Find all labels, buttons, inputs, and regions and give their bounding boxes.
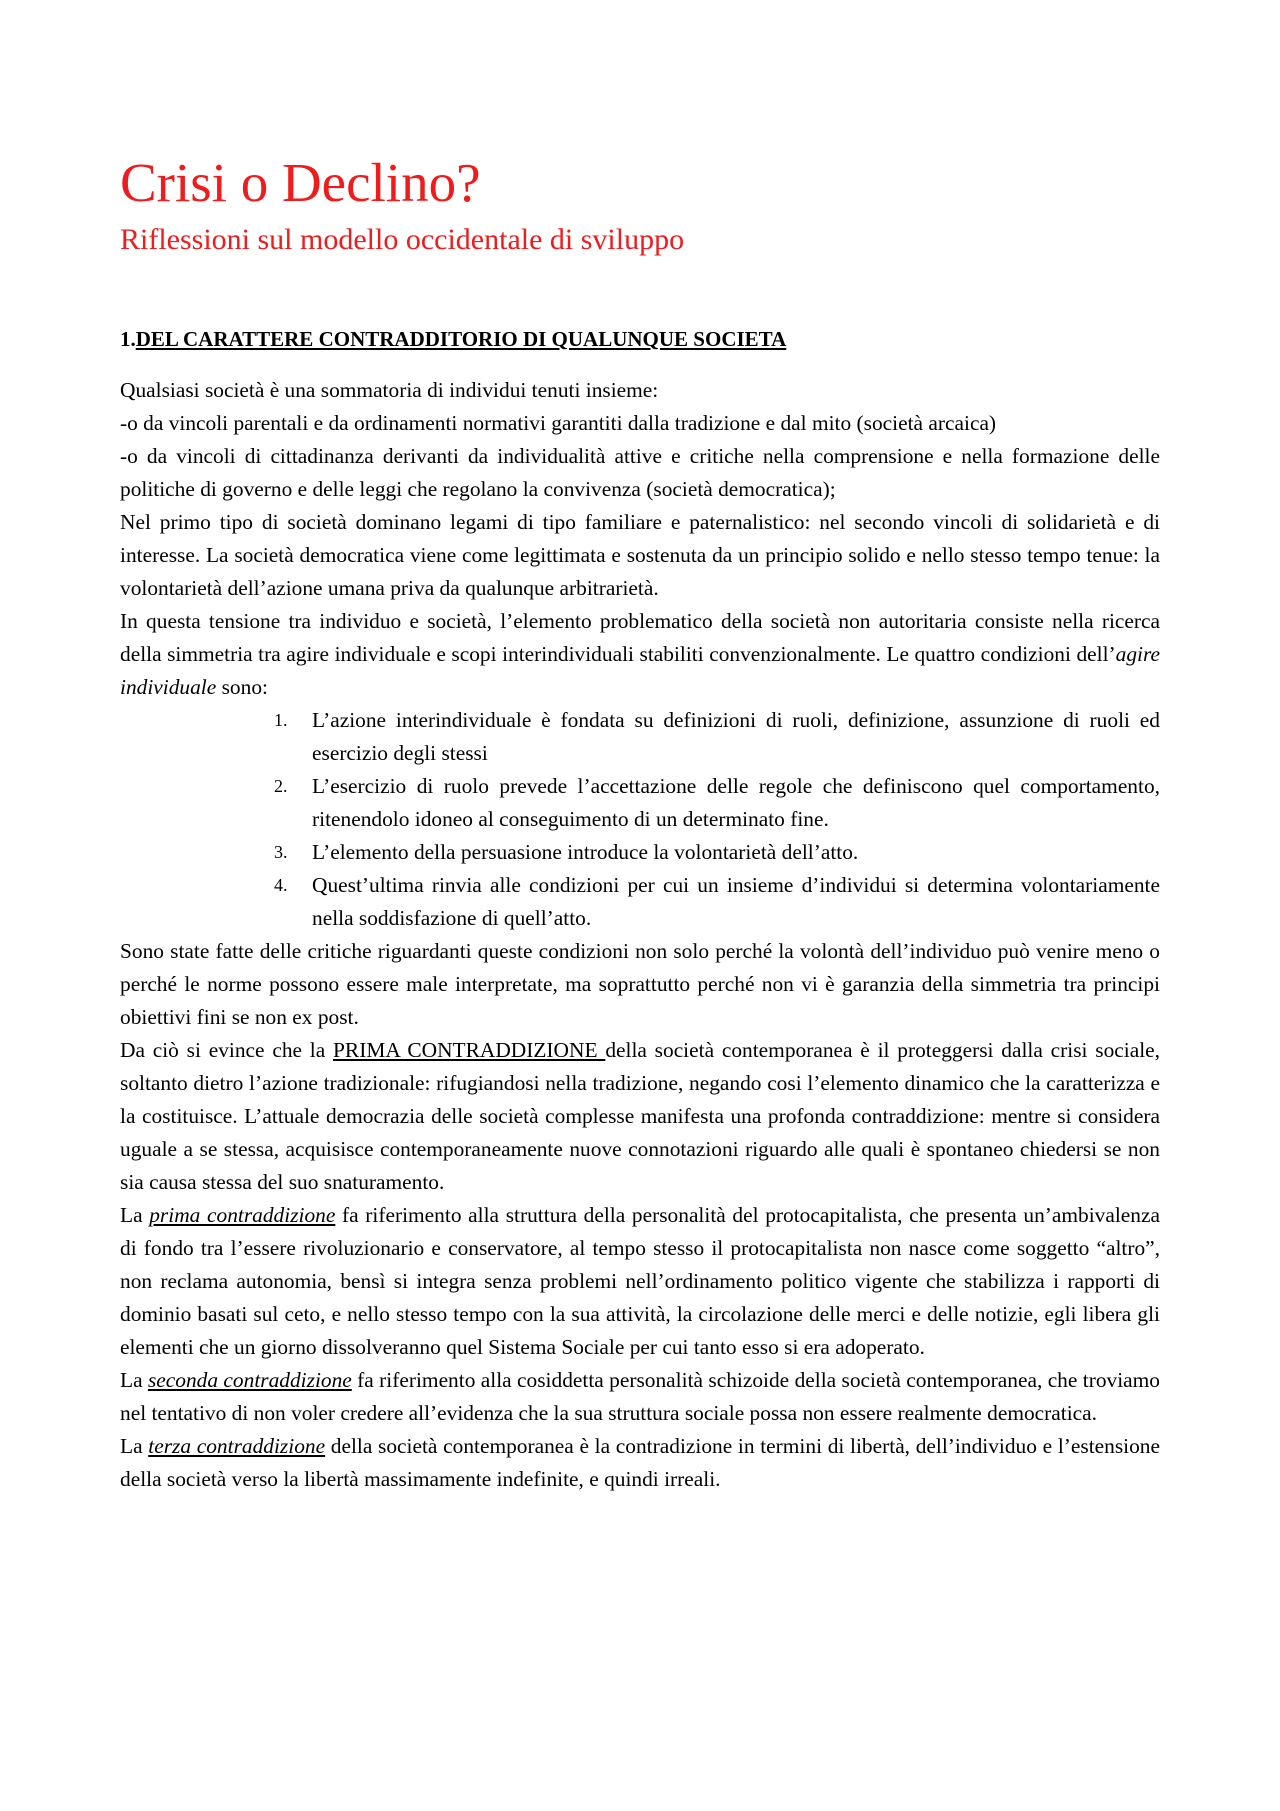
section-heading bbox=[120, 324, 1160, 354]
text-run: La bbox=[120, 1368, 148, 1392]
page-title: Crisi o Declino? bbox=[120, 152, 481, 213]
paragraph: -o da vincoli di cittadinanza derivanti da individualità attive e critiche nella comprensione e nella formazione delle politiche di governo e delle leggi che regolano la convivenza (società democratica); bbox=[120, 444, 1160, 501]
underlined-term: PRIMA CONTRADDIZIONE bbox=[333, 1038, 606, 1062]
list-number: 3. bbox=[274, 842, 288, 862]
list-item bbox=[274, 836, 1160, 869]
underlined-term: prima contraddizione bbox=[149, 1203, 336, 1227]
list-text: Quest’ultima rinvia alle condizioni per cui un insieme d’individui si determina volontariamente nella soddisfazione di quell’atto. bbox=[312, 873, 1160, 930]
text-run: della società contemporanea è il proteggersi dalla crisi sociale, soltanto dietro l’azione tradizionale: rifugiandosi nella tradizione, negando cosi l’elemento dinamico che la caratterizza e la costituisce. L’attuale democrazia delle società complesse manifesta una profonda contraddizione: mentre si considera uguale a se stessa, acquisisce contemporaneamente nuove connotazioni riguardo alle quali è spontaneo chiedersi se non sia causa stessa del suo snaturamento. bbox=[120, 1038, 1160, 1194]
section-number: 1. bbox=[120, 327, 136, 351]
paragraph: -o da vincoli parentali e da ordinamenti normativi garantiti dalla tradizione e dal mito (società arcaica) bbox=[120, 411, 997, 435]
text-run: Da ciò si evince che la bbox=[120, 1038, 334, 1062]
document-content bbox=[120, 150, 1160, 1496]
list-text: L’esercizio di ruolo prevede l’accettazione delle regole che definiscono quel comportamento, ritenendolo idoneo al conseguimento di un determinato fine. bbox=[312, 774, 1160, 831]
paragraph bbox=[120, 1364, 1160, 1430]
paragraph: Sono state fatte delle critiche riguardanti queste condizioni non solo perché la volontà dell’individuo può venire meno o perché le norme possono essere male interpretate, ma soprattutto perché non vi è garanzia della simmetria tra principi obiettivi fini se non ex post. bbox=[120, 939, 1160, 1029]
conditions-list bbox=[120, 704, 1160, 935]
text-run: della società contemporanea è la contradizione in termini di libertà, dell’individuo e l’estensione della società verso la libertà massimamente indefinite, e quindi irreali. bbox=[120, 1434, 1160, 1491]
list-item bbox=[274, 704, 1160, 770]
paragraph bbox=[120, 1430, 1160, 1496]
paragraph bbox=[120, 605, 1160, 704]
paragraph: Nel primo tipo di società dominano legami di tipo familiare e paternalistico: nel secondo vincoli di solidarietà e di interesse. La società democratica viene come legittimata e sostenuta da un principio solido e nello stesso tempo tenue: la volontarietà dell’azione umana priva da qualunque arbitrarietà. bbox=[120, 510, 1160, 600]
body-text bbox=[120, 374, 1160, 1496]
italic-term: agire individuale bbox=[120, 642, 1160, 699]
list-text: L’azione interindividuale è fondata su definizioni di ruoli, definizione, assunzione di ruoli ed esercizio degli stessi bbox=[312, 708, 1160, 765]
list-number: 2. bbox=[274, 776, 288, 796]
underlined-term: seconda contraddizione bbox=[147, 1368, 352, 1392]
paragraph bbox=[120, 1034, 1160, 1199]
list-number: 4. bbox=[274, 875, 288, 895]
list-item bbox=[274, 770, 1160, 836]
text-run: La bbox=[120, 1434, 149, 1458]
page-subtitle: Riflessioni sul modello occidentale di sviluppo bbox=[120, 223, 685, 256]
section-title: DEL CARATTERE CONTRADDITORIO DI QUALUNQUE SOCIETA bbox=[135, 327, 787, 351]
text-run: fa riferimento alla struttura della personalità del protocapitalista, che presenta un’ambivalenza di fondo tra l’essere rivoluzionario e conservatore, al tempo stesso il protocapitalista non nasce come soggetto “altro”, non reclama autonomia, bensì si integra senza problemi nell’ordinamento politico vigente che stabilizza i rapporti di dominio basati sul ceto, e nello stesso tempo con la sua attività, la circolazione delle merci e delle notizie, egli libera gli elementi che un giorno dissolveranno quel Sistema Sociale per cui tanto esso si era adoperato. bbox=[120, 1203, 1160, 1359]
paragraph bbox=[120, 1199, 1160, 1364]
list-text: L’elemento della persuasione introduce la volontarietà dell’atto. bbox=[312, 840, 859, 864]
list-item bbox=[274, 869, 1160, 935]
text-run: fa riferimento alla cosiddetta personalità schizoide della società contemporanea, che troviamo nel tentativo di non voler credere all’evidenza che la sua struttura sociale possa non essere realmente democratica. bbox=[120, 1368, 1160, 1425]
text-run: In questa tensione tra individuo e società, l’elemento problematico della società non autoritaria consiste nella ricerca della simmetria tra agire individuale e scopi interindividuali stabiliti convenzionalmente. Le quattro condizioni dell’ bbox=[120, 609, 1160, 666]
paragraph: Qualsiasi società è una sommatoria di individui tenuti insieme: bbox=[120, 378, 659, 402]
underlined-term: terza contraddizione bbox=[148, 1434, 326, 1458]
text-run: La bbox=[120, 1203, 150, 1227]
list-number: 1. bbox=[274, 710, 288, 730]
text-run: sono: bbox=[216, 675, 268, 699]
